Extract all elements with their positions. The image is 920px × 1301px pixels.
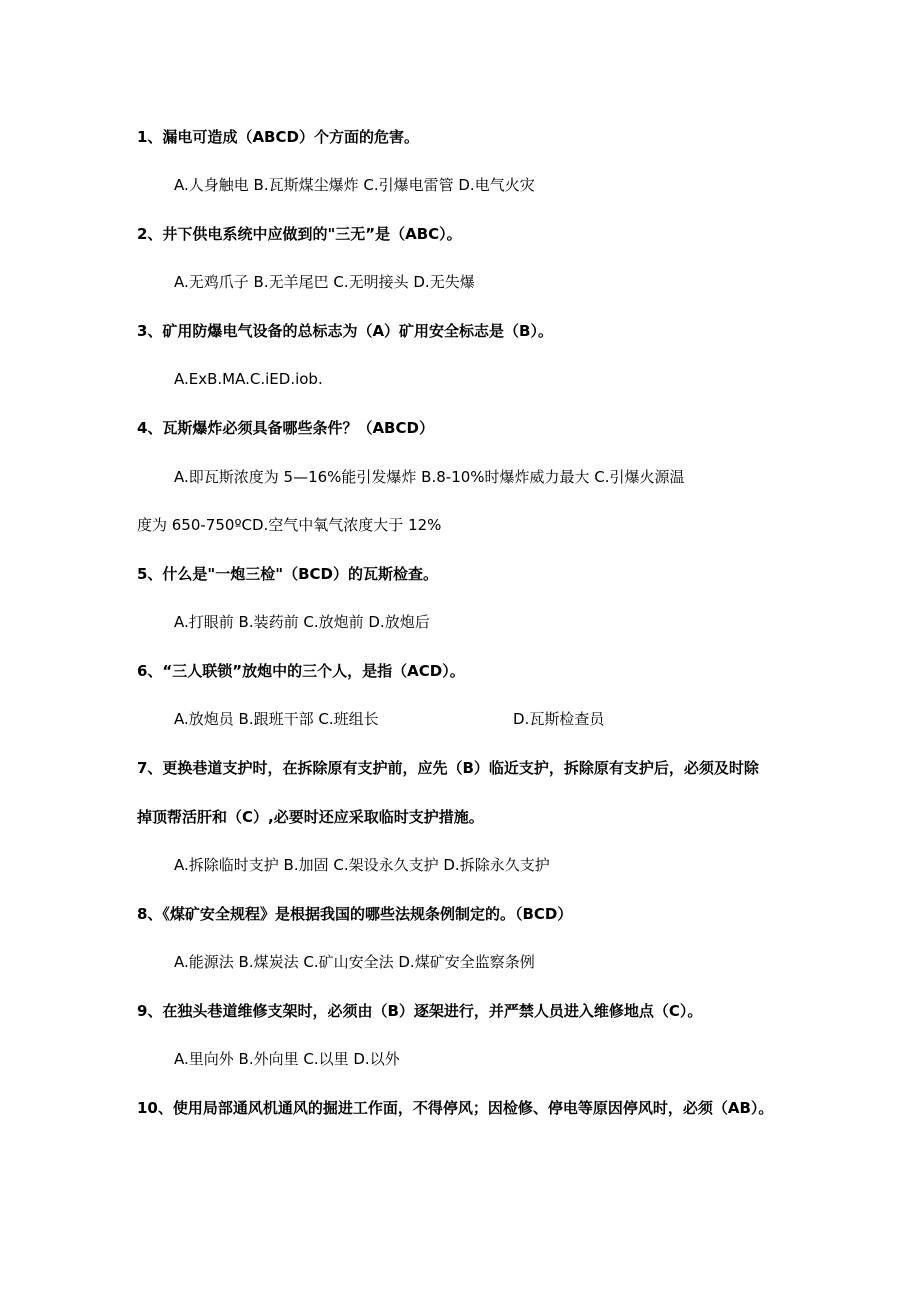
- question-1: 1、漏电可造成（ABCD）个方面的危害。: [137, 128, 419, 146]
- question-10: 10、使用局部通风机通风的掘进工作面，不得停风；因检修、停电等原因停风时，必须（AB）。: [137, 1099, 774, 1117]
- question-9: 9、在独头巷道维修支架时，必须由（B）逐架进行，并严禁人员进入维修地点（C）。: [137, 1002, 703, 1020]
- question-5-options: A.打眼前 B.装药前 C.放炮前 D.放炮后: [174, 613, 430, 631]
- question-4-options: A.即瓦斯浓度为 5—16%能引发爆炸 B.8-10%时爆炸威力最大 C.引爆火源温: [174, 468, 685, 486]
- question-2: 2、井下供电系统中应做到的"三无”是（ABC）。: [137, 225, 462, 243]
- question-4-options-continued: 度为 650-750ºCD.空气中氧气浓度大于 12%: [137, 516, 442, 534]
- question-3-options: A.ExB.MA.C.iED.iob.: [174, 370, 323, 388]
- question-6-options: A.放炮员 B.跟班干部 C.班组长: [174, 710, 379, 728]
- question-4: 4、瓦斯爆炸必须具备哪些条件？（ABCD）: [137, 419, 434, 437]
- question-6-option-d: D.瓦斯检查员: [513, 710, 605, 728]
- question-7: 7、更换巷道支护时，在拆除原有支护前，应先（B）临近支护，拆除原有支护后，必须及时除: [137, 759, 759, 777]
- question-5: 5、什么是"一炮三检"（BCD）的瓦斯检查。: [137, 565, 438, 583]
- question-7-options: A.拆除临时支护 B.加固 C.架设永久支护 D.拆除永久支护: [174, 856, 550, 874]
- question-6: 6、“三人联锁”放炮中的三个人，是指（ACD）。: [137, 662, 465, 680]
- question-8-options: A.能源法 B.煤炭法 C.矿山安全法 D.煤矿安全监察条例: [174, 953, 535, 971]
- question-3: 3、矿用防爆电气设备的总标志为（A）矿用安全标志是（B）。: [137, 322, 553, 340]
- question-8: 8、《煤矿安全规程》是根据我国的哪些法规条例制定的。（BCD）: [137, 905, 573, 923]
- question-1-options: A.人身触电 B.瓦斯煤尘爆炸 C.引爆电雷管 D.电气火灾: [174, 176, 535, 194]
- question-2-options: A.无鸡爪子 B.无羊尾巴 C.无明接头 D.无失爆: [174, 273, 475, 291]
- question-9-options: A.里向外 B.外向里 C.以里 D.以外: [174, 1050, 400, 1068]
- question-7-continued: 掉顶帮活肝和（C）,必要时还应采取临时支护措施。: [137, 808, 484, 826]
